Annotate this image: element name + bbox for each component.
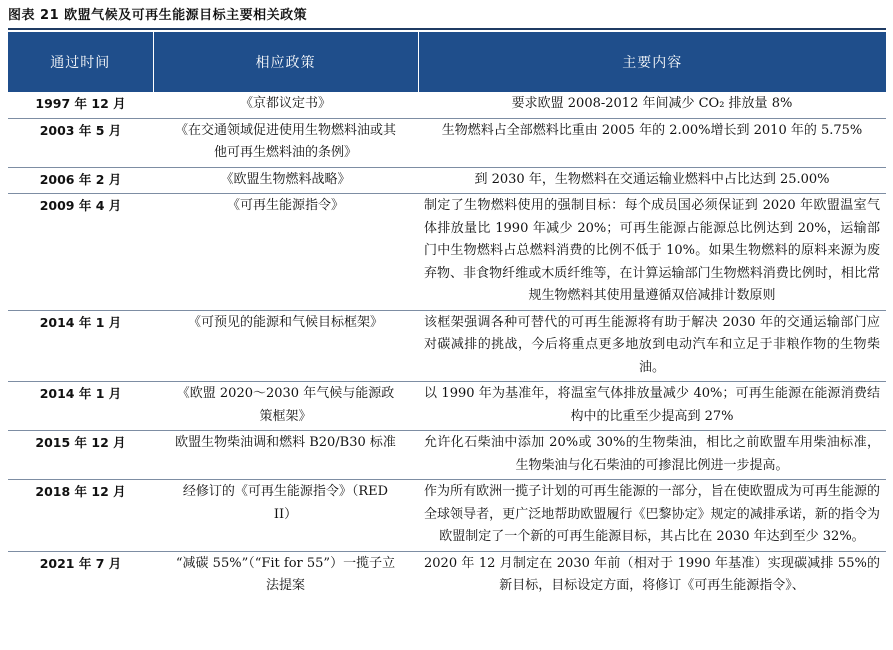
row-content: 作为所有欧洲一揽子计划的可再生能源的一部分，旨在使欧盟成为可再生能源的全球领导者，更广泛地帮助欧盟履行《巴黎协定》规定的减排承诺，新的指令为欧盟制定了一个新的可再生能源目标，其占比在 2030 年达到至少 32%。 — [418, 480, 886, 552]
row-content: 制定了生物燃料使用的强制目标：每个成员国必须保证到 2020 年欧盟温室气体排放量比 1990 年减少 20%；可再生能源占能源总比例达到 20%，运输部门中生物燃料占总燃料消费的比例不低于 10%。如果生物燃料的原料来源为废弃物、非食物纤维或木质纤维等，在计算运输部门生物燃料消费比例时，相比常规生物燃料其使用量遵循双倍减排计数原则 — [418, 194, 886, 311]
row-policy: “减碳 55%”（“Fit for 55”）一揽子立法提案 — [175, 555, 396, 593]
table-row — [8, 431, 886, 480]
row-date: 2021 年 7 月 — [39, 555, 122, 571]
row-policy: 《在交通领域促进使用生物燃料油或其他可再生燃料油的条例》 — [153, 118, 418, 167]
table-row — [8, 167, 886, 194]
header-policy: 相应政策 — [153, 32, 418, 92]
row-content: 要求欧盟 2008-2012 年间减少 CO₂ 排放量 8% — [418, 92, 886, 118]
row-policy: 《可再生能源指令》 — [153, 194, 418, 311]
row-content: 生物燃料占全部燃料比重由 2005 年的 2.00%增长到 2010 年的 5.75% — [418, 118, 886, 167]
row-content: 到 2030 年，生物燃料在交通运输业燃料中占比达到 25.00% — [418, 167, 886, 194]
policy-table — [8, 32, 886, 600]
row-date: 2014 年 1 月 — [8, 382, 153, 431]
row-date: 2014 年 1 月 — [8, 310, 153, 382]
table-row — [8, 480, 886, 552]
table-row — [8, 92, 886, 118]
row-date: 2018 年 12 月 — [8, 480, 153, 552]
row-date: 2015 年 12 月 — [8, 431, 153, 480]
header-row — [8, 32, 886, 92]
header-content: 主要内容 — [418, 32, 886, 92]
row-content: 2020 年 12 月制定在 2030 年前（相对于 1990 年基准）实现碳减排 55%的新目标，目标设定方面，将修订《可再生能源指令》、 — [424, 555, 880, 593]
figure-title: 图表 21 欧盟气候及可再生能源目标主要相关政策 — [8, 8, 308, 23]
row-policy: 《可预见的能源和气候目标框架》 — [153, 310, 418, 382]
row-date: 2006 年 2 月 — [8, 167, 153, 194]
row-policy: 经修订的《可再生能源指令》（RED II） — [153, 480, 418, 552]
row-date: 2003 年 5 月 — [8, 118, 153, 167]
row-policy: 《欧盟 2020～2030 年气候与能源政策框架》 — [153, 382, 418, 431]
row-content: 该框架强调各种可替代的可再生能源将有助于解决 2030 年的交通运输部门应对碳减排的挑战，今后将重点更多地放到电动汽车和立足于非粮作物的生物柴油。 — [418, 310, 886, 382]
table-row — [8, 551, 886, 600]
row-date: 2009 年 4 月 — [8, 194, 153, 311]
row-policy: 《欧盟生物燃料战略》 — [153, 167, 418, 194]
row-content: 允许化石柴油中添加 20%或 30%的生物柴油，相比之前欧盟车用柴油标准，生物柴油与化石柴油的可掺混比例进一步提高。 — [418, 431, 886, 480]
table-row — [8, 382, 886, 431]
row-content: 以 1990 年为基准年，将温室气体排放量减少 40%；可再生能源在能源消费结构中的比重至少提高到 27% — [418, 382, 886, 431]
table-row — [8, 194, 886, 311]
table-row — [8, 310, 886, 382]
row-policy: 欧盟生物柴油调和燃料 B20/B30 标准 — [153, 431, 418, 480]
row-policy: 《京都议定书》 — [153, 92, 418, 118]
header-date: 通过时间 — [8, 32, 153, 92]
row-date: 1997 年 12 月 — [8, 92, 153, 118]
table-row — [8, 118, 886, 167]
top-rule — [8, 28, 886, 30]
